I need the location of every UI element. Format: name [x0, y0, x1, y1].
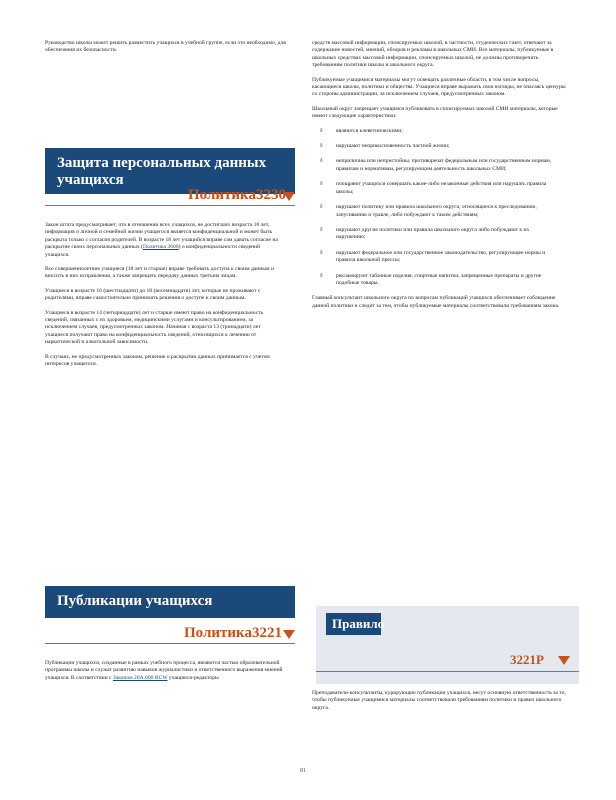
publications-body — [45, 660, 285, 689]
privacy-text-1-tail: ) о конфиденциальности сведений учащихся. — [45, 244, 261, 258]
list-item: ð нарушают другие политики или правила школьного округа либо побуждают к их нарушению; — [320, 227, 560, 242]
page-number: 81 — [300, 768, 306, 774]
policy-prefix-2: Политика — [184, 625, 252, 641]
policy-prefix: Политика — [188, 187, 256, 203]
section-title-line2: учащихся — [57, 172, 124, 188]
publications-text-tail: учащиеся-редакторы — [167, 674, 219, 681]
rule-title: Правило — [326, 613, 381, 635]
list-item: ð неприличны или непристойны, противоречат федеральным или государственным нормам, правилам и нормативам, регулирующим деятельность школьных СМИ; — [320, 158, 560, 173]
list-item: ð нарушают неприкосновенность частной жизни; — [320, 143, 560, 150]
right-paragraph-2: Публикуемые учащимися материалы могут освещать различные области, в том числе вопросы, касающиеся школы, политики и общества. Учащиеся вправе выражать свои взгляды, не опасаясь цензуры со стороны администрации, за исключением случаев, предусмотренных законом. — [312, 76, 566, 98]
policy-3600-link[interactable]: Политика 3600 — [142, 244, 179, 251]
triangle-down-icon — [558, 656, 570, 665]
right-paragraph-4: Главный консультант школьного округа по вопросам публикаций учащихся обеспечивает соблюдение данной политики и следит за тем, чтобы публикуемые материалы соответствовали требованиям закона. — [312, 295, 560, 309]
privacy-paragraph-1 — [45, 222, 280, 259]
rule-divider — [316, 671, 579, 672]
privacy-body — [45, 222, 280, 376]
triangle-down-icon — [283, 192, 295, 201]
list-item: ð нарушают федеральное или государственное законодательство, регулирующее нормы и правила школьной прессы; — [320, 250, 560, 265]
section-title-line1: Защита персональных данных — [57, 155, 267, 171]
right-paragraph-1: средств массовой информации, спонсируемых школой, в частности, студенческих газет, отвечают за содержание новостей, мнений, обзоров и рекламы в школьных СМИ. Все материалы, публикуемые в школьных средствах массовой информации, спонсируемых школой, не должны противоречить требованиям политики школы и школьного округа. — [312, 40, 554, 69]
right-body — [312, 40, 570, 317]
policy-label-3230 — [188, 187, 286, 204]
right-paragraph-3: Школьный округ запрещает учащимся публиковать в спонсируемых школой СМИ материалы, которые имеют следующие характеристики: — [312, 105, 558, 120]
rcw-link[interactable]: Законом 28A.600 RCW — [112, 674, 168, 681]
policy-divider-2 — [45, 643, 295, 644]
policy-label-3221 — [184, 625, 282, 642]
publications-text: Публикации учащихся, созданные в рамках учебного процесса, являются частью образовательной программы школы и служат развитию навыков журналистики и ответственного выражения мнений учащихся. В соответствии с — [45, 660, 283, 681]
list-item: ð рекламируют табачные изделия, спиртные напитки, запрещенные препараты и другие подобные товары. — [320, 273, 560, 288]
list-item: ð являются клеветническими; — [320, 128, 560, 135]
publications-paragraph — [45, 660, 285, 682]
privacy-paragraph-2: Все совершеннолетние учащиеся (18 лет и старше) вправе требовать доступа к своим данным и вносить в них исправления, а также запрещать передачу данных третьим лицам. — [45, 266, 274, 280]
intro-text — [45, 40, 295, 62]
rule-number: 3221P — [510, 652, 544, 667]
intro-paragraph: Руководство школы может решить разместить учащихся в учебной группе, если это необходимо, для обеспечения их безопасности. — [45, 40, 286, 54]
privacy-paragraph-3: Учащиеся в возрасте 16 (шестнадцати) до 18 (восемнадцати) лет, которые не проживают с родителями, вправе самостоятельно принимать решения о доступе к своим данным. — [45, 287, 261, 302]
list-item: ð поощряют учащихся совершать какие-либо незаконные действия или нарушать правила школы; — [320, 181, 560, 196]
policy-number: 3230 — [255, 187, 286, 203]
section-title-publications — [45, 586, 295, 618]
list-item: ð нарушают политику или правила школьного округа, относящиеся к преследованию, запугиванию и травле, либо побуждают к таким действиям; — [320, 204, 560, 219]
rule-body — [312, 690, 567, 719]
section-title-publications-text: Публикации учащихся — [57, 593, 213, 609]
privacy-paragraph-4: Учащиеся в возрасте 14 (четырнадцати) лет и старше имеют право на конфиденциальность сведений, связанных с их здоровьем, медицинскими услугами и консультированием, за исключением случаев, предусмотренных законом. Начиная с возраста 13 (тринадцати) лет учащиеся получают право на конфиденциальность сведений, относящихся к лечению от наркотической и алкогольной зависимости. — [45, 309, 264, 346]
privacy-text-1: Закон штата предусматривает, что в отношении всех учащихся, не достигших возраста 18 лет, информация о личной и семейной жизни учащегося является конфиденциальной и может быть раскрыта только с согласия родителей. В возрасте 18 лет учащийся вправе сам давать согласие на раскрытие своих персональных данных ( — [45, 222, 278, 251]
triangle-down-icon — [283, 630, 295, 639]
policy-divider — [45, 205, 295, 206]
privacy-paragraph-5: В случаях, не предусмотренных законом, решение о раскрытии данных принимается с учетом интересов учащегося. — [45, 353, 270, 368]
rule-paragraph: Преподаватели-консультанты, курирующие публикации учащихся, несут основную ответственность за то, чтобы публикуемые учащимися материалы соответствовали требованиям политики и правил школьного округа. — [312, 690, 566, 711]
policy-number-2: 3221 — [251, 625, 282, 641]
restrictions-list — [320, 128, 560, 288]
